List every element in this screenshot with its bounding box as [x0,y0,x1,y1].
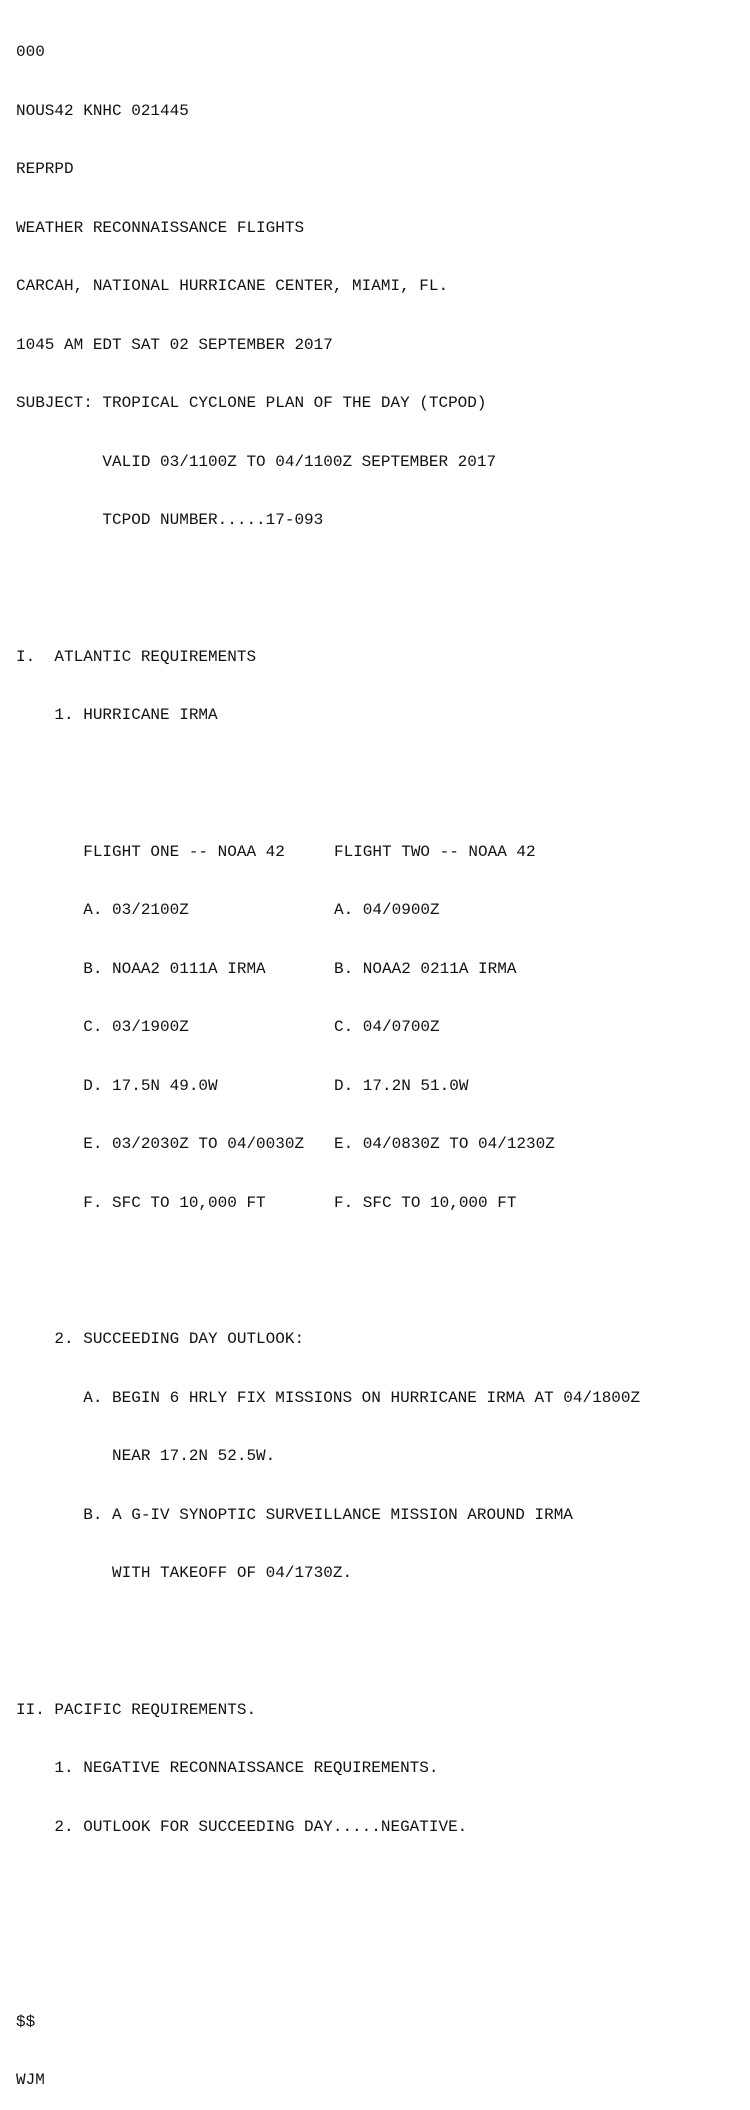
outlook-item-a: A. BEGIN 6 HRLY FIX MISSIONS ON HURRICANE IRMA AT 04/1800Z [16,1388,641,1407]
blank-line [16,1876,640,1896]
flight-one-a: A. 03/2100Z [16,901,189,919]
pacific-item-2: 2. OUTLOOK FOR SUCCEEDING DAY.....NEGATIVE. [16,1817,468,1836]
flight-row-title [16,843,640,863]
pacific-item-1: 1. NEGATIVE RECONNAISSANCE REQUIREMENTS. [16,1759,439,1777]
flight-row-b [16,960,640,980]
flight-two-title: FLIGHT TWO -- NOAA 42 [334,842,536,861]
tcpod-document [16,4,640,2110]
blank-line [16,1252,640,1272]
blank-line [16,570,640,590]
subject-line: SUBJECT: TROPICAL CYCLONE PLAN OF THE DAY (TCPOD) [16,394,487,412]
outlook-item-a-cont: NEAR 17.2N 52.5W. [16,1447,276,1465]
flight-row-e [16,1135,640,1155]
header-awips-id: REPRPD [16,160,74,178]
storm-name: 1. HURRICANE IRMA [16,706,218,724]
outlook-item-b-cont: WITH TAKEOFF OF 04/1730Z. [16,1564,353,1582]
issuing-office: CARCAH, NATIONAL HURRICANE CENTER, MIAMI, FL. [16,277,449,295]
issue-time: 1045 AM EDT SAT 02 SEPTEMBER 2017 [16,335,333,354]
blank-line [16,1623,640,1643]
header-code: 000 [16,43,45,61]
flight-one-d: D. 17.5N 49.0W [16,1076,218,1095]
flight-row-a [16,901,640,921]
flight-two-c: C. 04/0700Z [334,1018,440,1036]
valid-period: VALID 03/1100Z TO 04/1100Z SEPTEMBER 2017 [16,452,497,471]
header-wmo-id: NOUS42 KNHC 021445 [16,101,189,120]
flight-two-d: D. 17.2N 51.0W [334,1076,469,1095]
flight-row-f [16,1194,640,1214]
forecaster-initials: WJM [16,2071,45,2089]
end-marker: $$ [16,2012,36,2031]
flight-one-b: B. NOAA2 0111A IRMA [16,959,266,978]
flight-row-c [16,1018,640,1038]
flight-one-title: FLIGHT ONE -- NOAA 42 [16,842,285,861]
flight-one-c: C. 03/1900Z [16,1018,189,1036]
outlook-heading: 2. SUCCEEDING DAY OUTLOOK: [16,1330,305,1348]
flight-one-f: F. SFC TO 10,000 FT [16,1193,266,1212]
blank-line [16,765,640,785]
document-title: WEATHER RECONNAISSANCE FLIGHTS [16,218,305,237]
flight-two-b: B. NOAA2 0211A IRMA [334,959,517,978]
flight-two-a: A. 04/0900Z [334,901,440,919]
pacific-heading: II. PACIFIC REQUIREMENTS. [16,1700,257,1719]
flight-two-f: F. SFC TO 10,000 FT [334,1193,517,1212]
flight-row-d [16,1077,640,1097]
flight-two-e: E. 04/0830Z TO 04/1230Z [334,1135,555,1153]
outlook-item-b: B. A G-IV SYNOPTIC SURVEILLANCE MISSION AROUND IRMA [16,1505,573,1524]
blank-line [16,1935,640,1955]
atlantic-heading: I. ATLANTIC REQUIREMENTS [16,647,257,666]
flight-one-e: E. 03/2030Z TO 04/0030Z [16,1135,305,1153]
tcpod-number: TCPOD NUMBER.....17-093 [16,511,324,529]
